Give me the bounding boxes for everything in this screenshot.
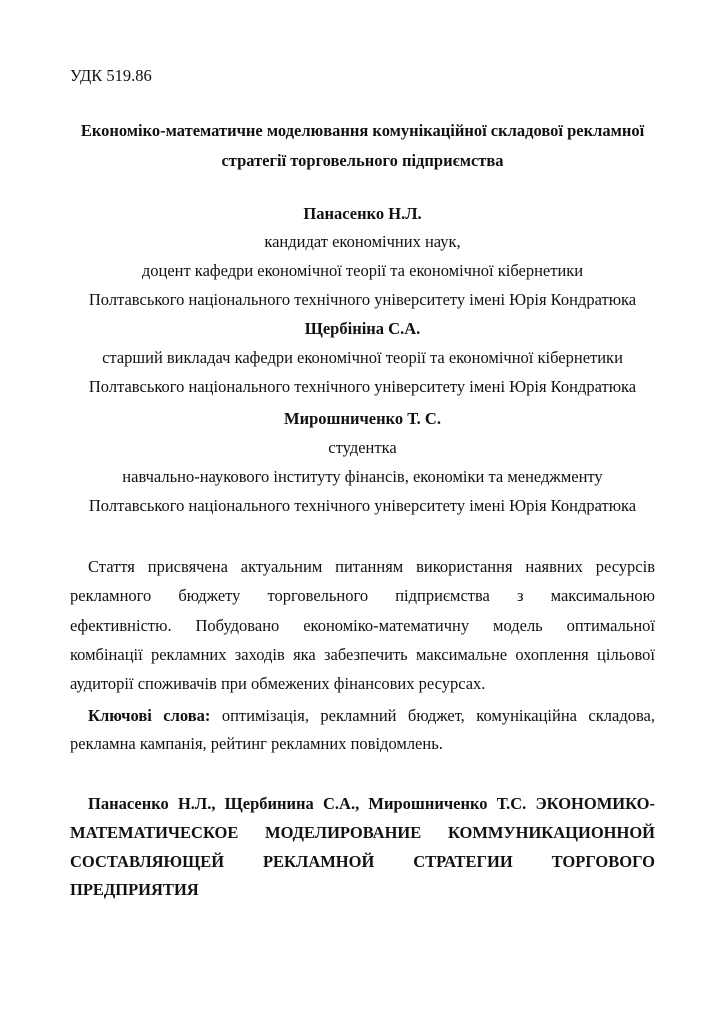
keywords-line — [70, 706, 655, 726]
abstract-line: рекламного бюджету торговельного підприємства з максимальною — [70, 586, 655, 605]
author-affiliation: навчально-наукового інституту фінансів, економіки та менеджменту — [122, 467, 603, 486]
keywords-text: оптимізація, рекламний бюджет, комунікаційна складова, — [210, 706, 655, 725]
author-affiliation: доцент кафедри економічної теорії та економічної кібернетики — [141, 261, 584, 280]
author-affiliation: Полтавського національного технічного університету імені Юрія Кондратюка — [88, 377, 637, 396]
abstract-line: комбінації рекламних заходів яка забезпечить максимальне охоплення цільової — [70, 645, 655, 664]
ru-title-line: МАТЕМАТИЧЕСКОЕ МОДЕЛИРОВАНИЕ КОММУНИКАЦИОННОЙ — [70, 823, 655, 842]
author-affiliation: Полтавського національного технічного університету імені Юрія Кондратюка — [88, 496, 637, 515]
author-affiliation: Полтавського національного технічного університету імені Юрія Кондратюка — [88, 290, 637, 309]
keywords-label: Ключові слова: — [88, 706, 211, 725]
author-affiliation: кандидат економічних наук, — [264, 232, 461, 251]
ru-title-line: СОСТАВЛЯЮЩЕЙ РЕКЛАМНОЙ СТРАТЕГИИ ТОРГОВОГО — [70, 852, 655, 871]
title-line-1: Економіко-математичне моделювання комунікаційної складової рекламної — [80, 121, 645, 140]
abstract-line: ефективністю. Побудовано економіко-математичну модель оптимальної — [70, 616, 655, 635]
abstract-line: Стаття присвячена актуальним питанням використання наявних ресурсів — [88, 557, 655, 576]
ru-title-line: Панасенко Н.Л., Щербинина С.А., Мирошниченко Т.С. ЭКОНОМИКО- — [88, 794, 655, 813]
title-line-2: стратегії торговельного підприємства — [221, 151, 504, 170]
keywords-line-2: рекламна кампанія, рейтинг рекламних повідомлень. — [70, 734, 443, 753]
abstract-line: аудиторії споживачів при обмежених фінансових ресурсах. — [70, 674, 486, 693]
author-name: Панасенко Н.Л. — [303, 204, 422, 223]
udk-code: УДК 519.86 — [70, 66, 152, 85]
author-name: Мирошниченко Т. С. — [284, 409, 441, 428]
author-name: Щербініна С.А. — [304, 319, 421, 338]
author-affiliation: старший викладач кафедри економічної теорії та економічної кібернетики — [102, 348, 623, 367]
ru-title-line: ПРЕДПРИЯТИЯ — [70, 880, 199, 899]
author-affiliation: студентка — [328, 438, 397, 457]
